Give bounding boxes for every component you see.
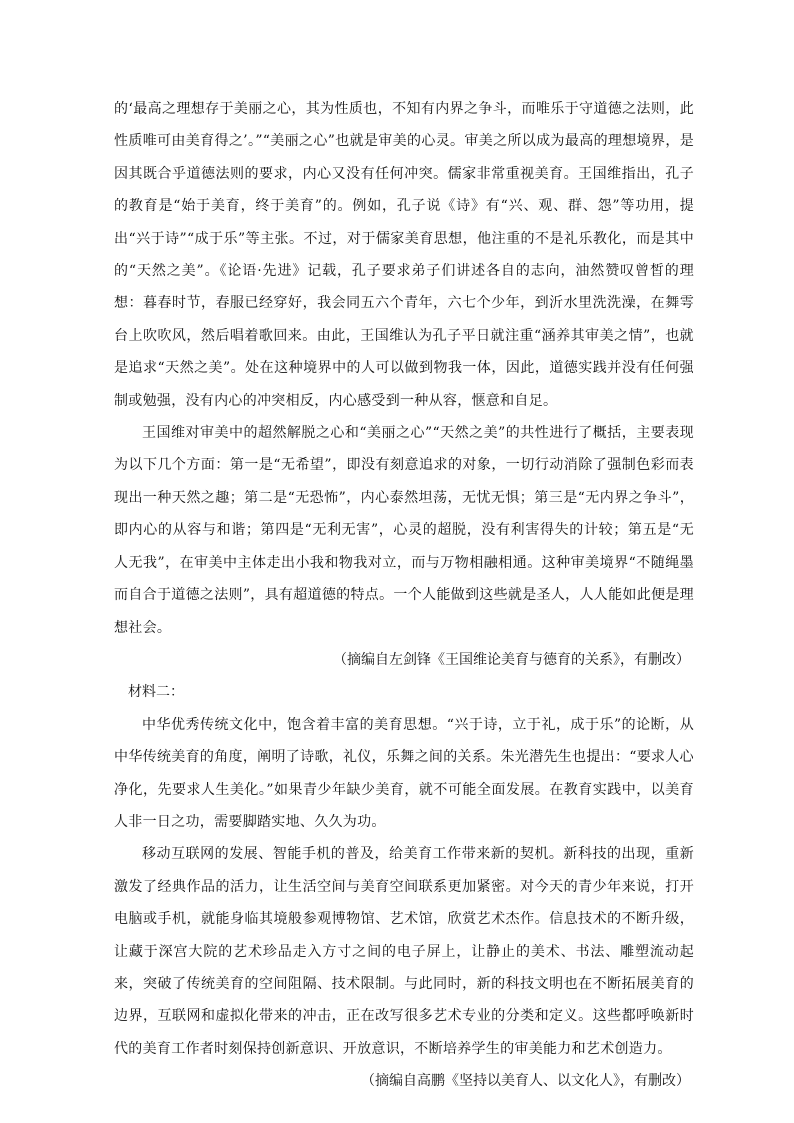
document-page [114, 93, 694, 1098]
material-two-label: 材料二： [128, 684, 184, 701]
paragraph-1: 的‘最高之理想存于美丽之心，其为性质也，不知有内界之争斗，而唯乐于守道德之法则，此性质唯可由美育得之’。”“美丽之心”也就是审美的心灵。审美之所以成为最高的理想境界，是因其既合乎道德法则的要求，内心又没有任何冲突。儒家非常重视美育。王国维指出，孔子的教育是“始于美育，终于美育”的。例如，孔子说《诗》有“兴、观、群、怨”等功用，提出“兴于诗”“成于乐”等主张。不过，对于儒家美育思想，他注重的不是礼乐教化，而是其中的“天然之美”。《论语·先进》记载，孔子要求弟子们讲述各自的志向，油然赞叹曾皙的理想：暮春时节，春服已经穿好，我会同五六个青年，六七个少年，到沂水里洗洗澡，在舞雩台上吹吹风，然后唱着歌回来。由此，王国维认为孔子平日就注重“涵养其审美之情”，也就是追求“天然之美”。处在这种境界中的人可以做到物我一体，因此，道德实践并没有任何强制或勉强，没有内心的冲突相反，内心感受到一种从容，惬意和自足。 [114, 101, 694, 409]
paragraph-4: 移动互联网的发展、智能手机的普及，给美育工作带来新的契机。新科技的出现，重新激发了经典作品的活力，让生活空间与美育空间联系更加紧密。对今天的青少年来说，打开电脑或手机，就能身临其境般参观博物馆、艺术馆，欣赏艺术杰作。信息技术的不断升级，让藏于深宫大院的艺术珍品走入方寸之间的电子屏上，让静止的美术、书法、雕塑流动起来，突破了传统美育的空间阻隔、技术限制。与此同时，新的科技文明也在不断拓展美育的边界，互联网和虚拟化带来的冲击，正在改写很多艺术专业的分类和定义。这些都呼唤新时代的美育工作者时刻保持创新意识、开放意识，不断培养学生的审美能力和艺术创造力。 [114, 846, 694, 1057]
source-citation-2: （摘编自高鹏《坚持以美育人、以文化人》，有删改） [361, 1073, 690, 1090]
paragraph-3: 中华优秀传统文化中，饱含着丰富的美育思想。“兴于诗，立于礼，成于乐”的论断，从中华传统美育的角度，阐明了诗歌，礼仪，乐舞之间的关系。朱光潜先生也提出：“要求人心净化，先要求人生美化。”如果青少年缺少美育，就不可能全面发展。在教育实践中，以美育人非一日之功，需要脚踏实地、久久为功。 [114, 716, 694, 830]
source-citation-1: （摘编自左剑锋《王国维论美育与德育的关系》，有删改） [333, 651, 690, 668]
paragraph-2: 王国维对审美中的超然解脱之心和“美丽之心”“天然之美”的共性进行了概括，主要表现为以下几个方面：第一是“无希望”，即没有刻意追求的对象，一切行动消除了强制色彩而表现出一种天然之趣；第二是“无恐怖”，内心泰然坦荡，无忧无惧；第三是“无内界之争斗”，即内心的从容与和谐；第四是“无利无害”，心灵的超脱，没有利害得失的计较；第五是“无人无我”，在审美中主体走出小我和物我对立，而与万物相融相通。这种审美境界“不随绳墨而自合于道德之法则”，具有超道德的特点。一个人能做到这些就是圣人，人人能如此便是理想社会。 [114, 425, 694, 636]
